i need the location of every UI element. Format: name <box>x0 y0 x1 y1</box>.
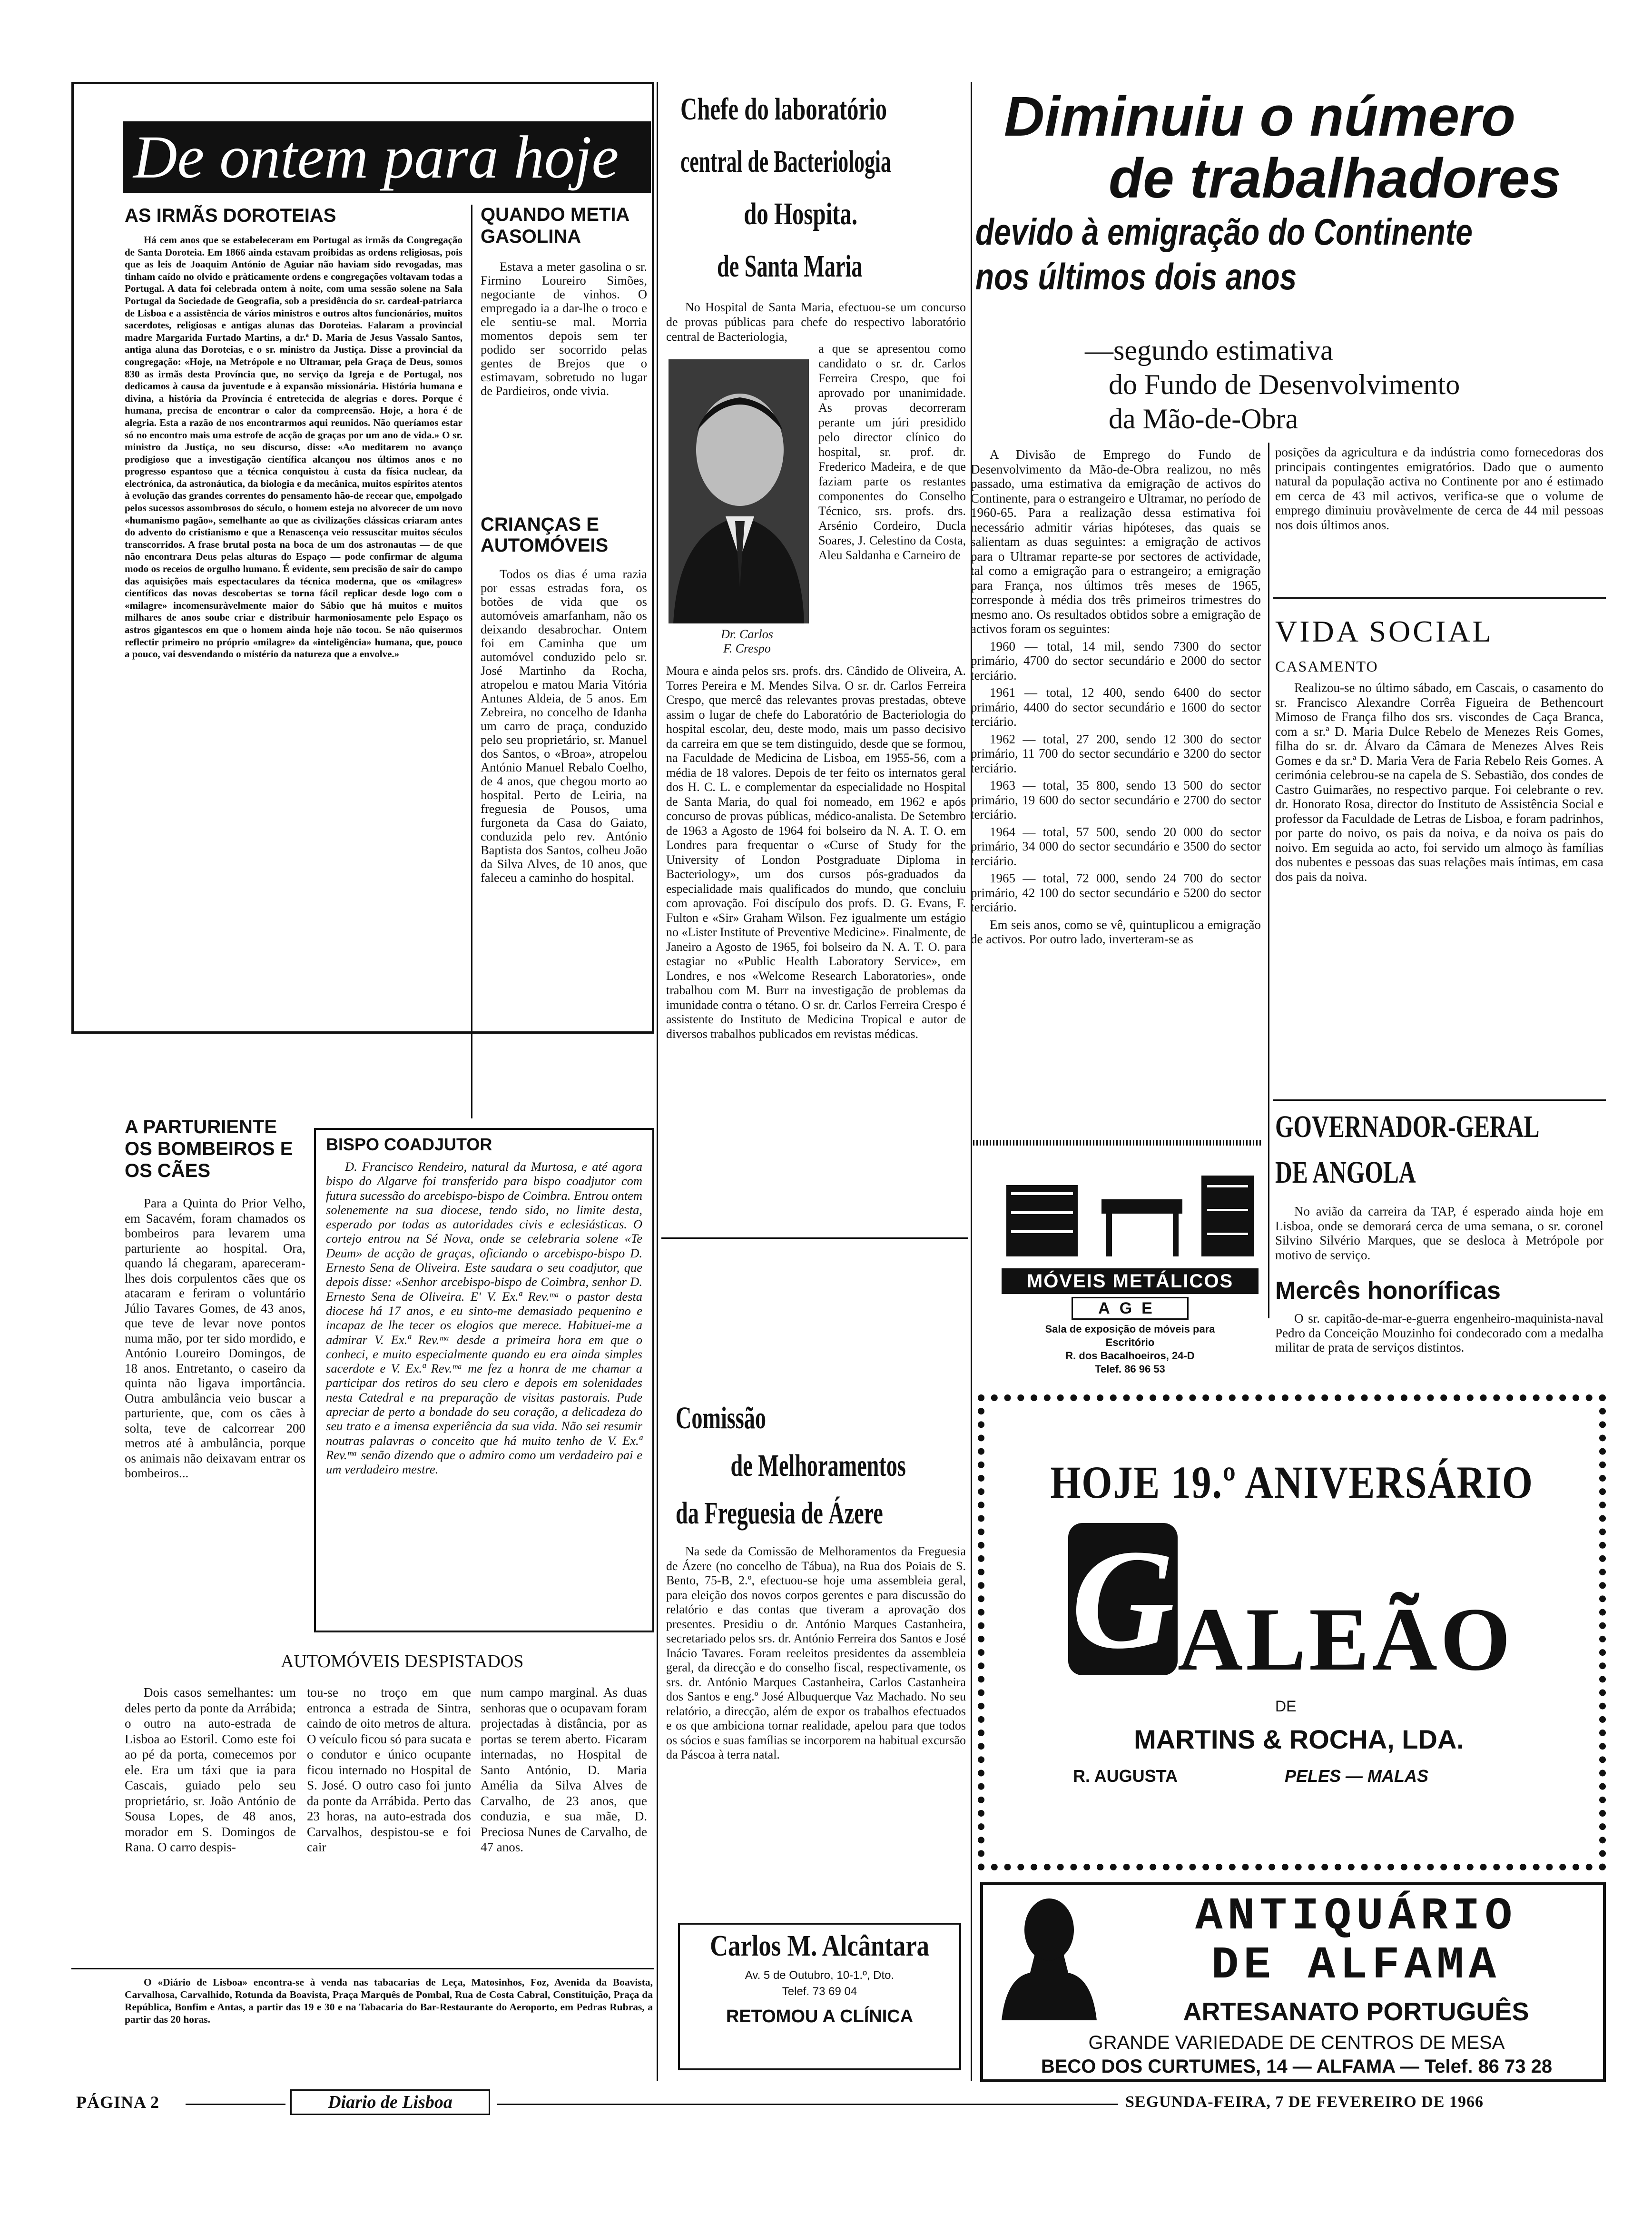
irmas-article <box>125 204 462 661</box>
galeao-company: MARTINS & ROCHA, LDA. <box>1134 1724 1464 1754</box>
issue-date: SEGUNDA-FEIRA, 7 DE FEVEREIRO DE 1966 <box>1125 2093 1484 2111</box>
comissao-body: Na sede da Comissão de Melhoramentos da Freguesia de Ázere (no concelho de Tábua), na Rua dos Poiais de S. Bento, 75-B, 2.º, efectuou-se hoje uma assembleia geral, para eleição dos novos corpos gerentes e para discussão do relatório e das contas que tiveram a aprovação dos presentes. Presidiu o dr. António Marques Castanheira, secretariado pelos srs. dr. António Ferreira dos Santos e José Inácio Tavares. Foram reeleitos presidentes da assembleia geral, da direcção e do conselho fiscal, respectivamente, os srs. dr. António Marques Castanheira, Carlos Castanheira dos Santos e eng.º José Albuquerque Vaz Machado. No seu relatório, a direcção, além de expor os trabalhos efectuados e os que ambiciona tornar realidade, apelou para que todos os sócios e suas famílias se incorporem na habitual excursão da Páscoa à terra natal. <box>666 1544 966 1761</box>
byline-line-1: —segundo estimativa <box>1085 335 1333 366</box>
year-1965: 1965 — total, 72 000, sendo 24 700 do sector primário, 42 100 do sector secundário e 5200 do sector terciário. <box>971 871 1261 914</box>
year-1961: 1961 — total, 12 400, sendo 6400 do sector primário, 4400 do sector secundário e 1600 do sector terciário. <box>971 685 1261 729</box>
moveis-line-1: Sala de exposição de móveis para Escritório <box>1045 1323 1215 1348</box>
comissao-title-line-2: de Melhoramentos <box>730 1448 906 1483</box>
chefe-intro: No Hospital de Santa Maria, efectuou-se um concurso de provas públicas para chefe do respectivo laboratório central de Bacteriologia, <box>666 300 966 344</box>
antiquario-figure <box>997 1892 1101 2020</box>
left-col-rule <box>471 205 472 1118</box>
venda-note: O «Diário de Lisboa» encontra-se à venda nas tabacarias de Leça, Matosinhos, Foz, Avenida da Boavista, Carvalhosa, Carvalhido, Rotunda da Boavista, Praça Marquês de Pombal, Rua de Costa Cabral, Constituição, Praça da República, Bonfim e Antas, a partir das 19 e 30 e na Tabacaria do Bar-Restaurante do Aeroporto, em Pedras Rubras, a partir das 20 horas. <box>125 1977 653 2025</box>
galeao-initial-ornament <box>1068 1520 1178 1678</box>
chefe-title-line-2: central de Bacteriologia <box>680 144 891 179</box>
comissao-headline <box>676 1394 971 1537</box>
galeao-initial: G <box>1071 1520 1175 1678</box>
bispo-article <box>326 1134 642 1477</box>
antiquario-line-3: ARTESANATO PORTUGUÊS <box>1183 1997 1529 2026</box>
year-1960: 1960 — total, 14 mil, sendo 7300 do sector primário, 4700 do sector secundário e 2000 do sector terciário. <box>971 639 1261 682</box>
moveis-line-2: R. dos Bacalhoeiros, 24-D <box>1065 1350 1195 1362</box>
alcantara-address: Av. 5 de Outubro, 10-1.º, Dto. <box>745 1969 895 1982</box>
year-1962: 1962 — total, 27 200, sendo 12 300 do sector primário, 11 700 do sector secundário e 3200 do sector terciário. <box>971 731 1261 775</box>
chefe-rest-text: Moura e ainda pelos srs. profs. drs. Cândido de Oliveira, A. Torres Pereira e M. Mendes Silva. O sr. dr. Carlos Ferreira Crespo, que mercê das relevantes provas prestadas, obteve assim o lugar de chefe do Laboratório de Bacteriologia do hospital escolar, deu, deste modo, mais um passo decisivo da carreira em que se tem distinguido, desde que se formou, na Faculdade de Medicina de Lisboa, em 1955-56, com a média de 18 valores. Depois de ter feito os internatos geral dos H. C. L. e complementar da especialidade no Hospital de Santa Maria, do qual foi nomeado, em 1962 e após concurso de provas públicas, médico-analista. De Setembro de 1963 a Agosto de 1964 foi bolseiro da N. A. T. O. em Londres para frequentar o «Curse of Study for the University of London Postgraduate Diploma in Bacteriology», um dos cursos pós-graduados da especialidade mais qualificados do mundo, que concluiu com aprovação. Foi discípulo dos profs. D. G. Evans, F. Fulton e «Sir» Graham Wilson. Fez igualmente um estágio no «Lister Institute of Preventive Medicine». Finalmente, de Janeiro a Agosto de 1965, foi bolseiro da N. A. T. O. para estagiar no «Public Health Laboratory Service», em Londres, e nos «Welcome Research Laboratories», onde trabalhou com M. Burr na investigação de problemas da imunidade contra o tétano. O sr. dr. Carlos Ferreira Crespo é assistente do Instituto de Medicina Tropical e autor de diversos trabalhos publicados em revistas médicas. <box>666 664 966 1041</box>
criancas-title: CRIANÇAS E AUTOMÓVEIS <box>481 514 609 556</box>
despistados-col1: Dois casos semelhantes: um deles perto da ponte da Arrábida; o outro na auto-estrada de Lisboa ao Estoril. Como este foi ao pé da porta, comecemos por ele. Era um táxi que ia para Cascais, guiado pelo seu proprietário, sr. João António de Sousa Lopes, de 48 anos, morador em S. Domingos de Rana. O carro despis- <box>125 1685 296 1854</box>
emigration-col2: posições da agricultura e da indústria como fornecedoras dos principais contingentes emigratórios. Dado que o aumento natural da população activa no Continente por ano é estimado em cerca de 43 mil activos, verifica-se que o volume de emprego diminuiu provàvelmente de cerca de 44 mil pessoas nos dois últimos anos. <box>1275 445 1603 532</box>
despistados-col3: num campo marginal. As duas senhoras que o ocupavam foram projectadas à distância, por as portas se terem aberto. Ficaram internadas, no Hospital de Santo António, D. Maria Amélia da Silva Alves de Carvalho, de 23 anos, que conduzia, e sua mãe, D. Preciosa Nunes de Carvalho, de 47 anos. <box>481 1685 647 1854</box>
alcantara-phone: Telef. 73 69 04 <box>782 1985 857 1998</box>
antiquario-line-2: DE ALFAMA <box>1211 1939 1501 1991</box>
headline-line-2: de trabalhadores <box>1109 147 1561 210</box>
vida-social-title: VIDA SOCIAL <box>1275 614 1494 648</box>
governador-body: No avião da carreira da TAP, é esperado ainda hoje em Lisboa, onde se demorará cerca de uma semana, o sr. coronel Silvino Silvério Marques, que se desloca à Metrópole por motivo de serviço. <box>1275 1204 1603 1262</box>
gasolina-body: Estava a meter gasolina o sr. Firmino Loureiro Simões, negociante de vinhos. O empregado ia a dar-lhe o troco e ele sentiu-se mal. Morria momentos depois sem ter podido ser socorrido pelas gentes de Brejos que o estimavam, sobretudo no lugar de Pardieiros, onde vivia. <box>481 259 647 398</box>
moveis-phone: Telef. 86 96 53 <box>1095 1363 1165 1375</box>
bispo-body: D. Francisco Rendeiro, natural da Murtosa, e até agora bispo do Algarve foi transferido para bispo coadjutor com futura sucessão do arcebispo-bispo de Coimbra. Entrou ontem solenemente na sua diocese, tendo sido, no limite desta, esperado por todas as autoridades civis e eclesiásticas. O cortejo entrou na Sé Nova, onde se celebraria solene «Te Deum» de acção de graças, oficiando o arcebispo-bispo D. Ernesto Sena de Oliveira. Este saudara o seu coadjutor, que depois disse: «Senhor arcebispo-bispo de Coimbra, senhor D. Ernesto Sena de Oliveira. Eʹ V. Ex.ª Rev.ᵐᵃ o pastor desta diocese há 17 anos, e eu sinto-me demasiado pequenino e incapaz de lhe tecer os elogios que merece. Habituei-me a admirar V. Ex.ª Rev.ᵐᵃ desde a primeira hora em que o conheci, e muito especialmente quando eu era ainda simples sacerdote e V. Ex.ª Rev.ᵐᵃ me fez a honra de me chamar a participar dos retiros do seu clero e depois em solenidades nesta Catedral e na preparação de visitas pastorais. Pude apreciar de perto a bondade do seu coração, a delicadeza do seu trato e a imensa experiência da sua vida. Não sei resumir noutras palavras o conceito que há muito tenho de V. Ex.ª Rev.ᵐᵃ senão dizendo que o admiro como um verdadeiro pai e um verdadeiro mestre. <box>326 1159 642 1477</box>
galeao-de: DE <box>1275 1698 1297 1715</box>
gasolina-article <box>481 204 647 398</box>
casamento-body: Realizou-se no último sábado, em Cascais, o casamento do sr. Francisco Alexandre Corrêa Figueira de Bethencourt Mimoso de França filho dos srs. viscondes de Caça Branca, com a sr.ª D. Maria Dulce Rebelo de Menezes Reis Gomes, filha do sr. dr. Álvaro da Câmara de Menezes Alves Reis Gomes e da sr.ª D. Maria Vera de Faria Rebelo Reis Gomes. A cerimónia celebrou-se na capela de S. Sebastião, dos condes de Castro Guimarães, no respectivo parque. Foi celebrante o rev. dr. Honorato Rosa, director do Instituto de Assistência Social e professor da Faculdade de Letras de Lisboa, e foram padrinhos, por parte do noivo, os pais da noiva, e da noiva os pais do noivo. Em seguida ao acto, foi servido um almoço às famílias dos nubentes e pessoas das suas relações mais íntimas, em casa dos pais da noiva. <box>1275 681 1603 884</box>
despistados-col2: tou-se no troço em que entronca a estrada de Sintra, caindo de oito metros de altura. O veículo ficou só para sucata e o condutor e único ocupante ficou internado no Hospital de S. José. O outro caso foi junto da ponte da Arrábida. Perto das 23 horas, na auto-estrada dos Carvalhos, despistou-se e foi cair <box>307 1685 471 1854</box>
emigration-intro: A Divisão de Emprego do Fundo de Desenvolvimento da Mão-de-Obra realizou, no mês passado, uma estimativa da emigração de activos do Continente, para o estrangeiro e Ultramar, no período de 1960-65. Para a realização dessa estimativa foi necessário admitir várias hipóteses, das quais se salientam as duas seguintes: a emigração de activos para o Ultramar reparte-se por sectores de actividade, tal como a emigração para o estrangeiro; a emigração para França, nos últimos três meses de 1965, corresponde à média dos três primeiros trimestres do mesmo ano. Os resultados obtidos sobre a emigração de activos foram os seguintes: <box>971 447 1261 636</box>
merces-title: Mercês honoríficas <box>1275 1277 1501 1305</box>
comissao-title-line-3: da Freguesia de Ázere <box>676 1496 883 1531</box>
galeao-name: ALEÃO <box>1178 1590 1514 1690</box>
crespo-photo <box>669 359 809 623</box>
parturiente-title: A PARTURIENTE OS BOMBEIROS E OS CÃES <box>125 1117 293 1181</box>
parturiente-body: Para a Quinta do Prior Velho, em Sacavém, foram chamados os bombeiros para levarem uma parturiente ao hospital. Ora, quando lá chegaram, apareceram-lhes dois corpulentos cães que os atacaram e feriram o voluntário Júlio Tavares Gomes, de 43 anos, que teve de levar nove pontos numa mão, por ter sido mordido, e António Loureiro Domingos, de 18 anos. Entretanto, o caseiro da quinta não ligava importância. Outra ambulância veio buscar a parturiente, que, com os cães à solta, teve de calcorrear 200 metros até à ambulância, porque os animais não deixavam entrar os bombeiros... <box>125 1196 305 1480</box>
governador-top-rule <box>1273 1099 1606 1101</box>
chefe-title-line-3: do Hospita. <box>744 197 858 231</box>
section-banner-text: De ontem para hoje <box>133 123 619 191</box>
vida-top-rule <box>1273 597 1606 599</box>
right-col-rule <box>1268 443 1269 1318</box>
chefe-title-line-4: de Santa Maria <box>717 249 863 284</box>
chefe-title-line-1: Chefe do laboratório <box>680 92 887 127</box>
moveis-title: MÓVEIS METÁLICOS <box>1002 1268 1259 1294</box>
irmas-title: AS IRMÃS DOROTEIAS <box>125 205 336 226</box>
footer-rule-left <box>186 2104 285 2105</box>
emigration-headline <box>975 86 1608 299</box>
chefe-wrap-text: a que se apresentou como candidato o sr. dr. Carlos Ferreira Crespo, que foi aprovado por unanimidade. As provas decorreram perante um júri presidido pelo director clínico do hospital, sr. prof. dr. Frederico Madeira, e de que faziam parte os restantes componentes do Conselho Técnico, srs. profs. drs. Arsénio Cordeiro, Ducla Soares, J. Celestino da Costa, Aleu Saldanha e Carneiro de <box>818 342 966 562</box>
photo-caption-line-1: Dr. Carlos <box>721 627 773 641</box>
alcantara-notice: RETOMOU A CLÍNICA <box>726 2007 914 2026</box>
section-banner <box>123 121 651 193</box>
photo-caption <box>695 627 799 656</box>
chefe-headline <box>680 83 966 293</box>
merces-body: O sr. capitão-de-mar-e-guerra engenheiro-maquinista-naval Pedro da Conceição Mouzinho foi condecorado com a medalha militar de prata de serviços distintos. <box>1275 1311 1603 1354</box>
bust-silhouette-icon <box>997 1892 1101 2020</box>
emigration-col1 <box>971 447 1261 947</box>
moveis-brand: AGE <box>1072 1297 1189 1320</box>
despistados-title: AUTOMÓVEIS DESPISTADOS <box>281 1651 524 1671</box>
governador-title-line-1: GOVERNADOR-GERAL <box>1275 1109 1540 1144</box>
dotted-separator <box>973 1140 1263 1146</box>
irmas-body: Há cem anos que se estabeleceram em Portugal as irmãs da Congregação de Santa Doroteia. Em 1866 ainda estavam proibidas as ordens religiosas, pois que as leis de Joaquim António de Aguiar não haviam sido revogadas, mas tinham caído no olvido e pràticamente ordens e congregações voltavam todas a Portugal. A data foi celebrada ontem à noite, com uma sessão solene na Sala Portugal da Sociedade de Geografia, sob a presidência do sr. cardeal-patriarca de Lisboa e a assistência de vários ministros e outros altos funcionários, muitos sacerdotes, religiosas e antigas alunas das Doroteias. Falaram a provincial madre Margarida Furtado Martins, a dr.ª D. Maria de Jesus Vassalo Santos, antiga aluna das Doroteias, e o sr. ministro da Justiça. Disse a provincial da congregação: «Hoje, na Metrópole e no Ultramar, pela Graça de Deus, somos 830 as irmãs desta Província que, no serviço da Igreja e de Portugal, nos dedicamos à causa da juventude e à expansão missionária. História humana e divina, a história da Província é entretecida de alegrias e dores. Porque é humana, precisa de encontrar o calor da compreensão. Hoje, a hora é de alegria. Esta a razão de nos encontrarmos aqui reunidos. Não queríamos estar só no encontro mais uma estrofe de acção de graças por um ano de vida.» O sr. ministro da Justiça, no seu discurso, disse: «Ao meditarem no avanço prodigioso que a investigação científica alcançou nos últimos anos e no progresso espantoso que a técnica conquistou à custa da física nuclear, da electrónica, da astronáutica, da biologia e da mecânica, muitos espíritos atentos à evolução das grandes correntes do pensamento hão-de recear que, empolgado pelos sucessos assombrosos do século, o homem esteja no alvorecer de um novo «humanismo pagão», semelhante ao que as civilizações clássicas criaram antes do advento do cristianismo e que a Renascença veio ressuscitar muitos séculos transcorridos. A frase brutal posta na boca de um dos astronautas — de que não encontrara Deus pelas alturas do Espaço — pode confirmar de alguma modo os receios de orgulho humano. É evidente, sem precisão de sair do campo das aquisições mais espectaculares da técnica moderna, que os «milagres» científicos das novas descobertas se torna fácil replicar desde logo com o «milagre» incomensuràvelmente maior do Sábio que há muitos e muitos milhares de anos soube criar e distribuir harmoniosamente pelo Espaço os astros gigantescos em que o homem ainda hoje não tocou. Se não quisermos reflectir primeiro no próprio «milagre» da «inteligência» humana, que, pouco a pouco, vai desvendando o mistério da natureza que a envolve.» <box>125 234 462 660</box>
year-1963: 1963 — total, 35 800, sendo 13 500 do sector primário, 19 600 do sector secundário e 2700 do sector terciário. <box>971 778 1261 821</box>
subhead-line-1: devido à emigração do Continente <box>975 211 1473 253</box>
office-furniture-icon <box>1002 1166 1259 1266</box>
moveis-ad <box>1002 1166 1259 1375</box>
alcantara-name: Carlos M. Alcântara <box>709 1930 930 1962</box>
footer-rule-right <box>497 2104 1118 2105</box>
masthead-box <box>290 2089 490 2115</box>
middle-right-rule <box>971 82 972 2081</box>
middle-divider <box>661 1237 968 1239</box>
subhead-line-2: nos últimos dois anos <box>975 256 1297 297</box>
antiquario-line-1: ANTIQUÁRIO <box>1195 1890 1517 1942</box>
galeao-headline: HOJE 19.º ANIVERSÁRIO <box>1050 1457 1534 1508</box>
alcantara-ad <box>678 1923 961 2070</box>
criancas-article <box>481 514 647 885</box>
parturiente-article <box>125 1116 305 1481</box>
criancas-body: Todos os dias é uma razia por essas estradas fora, os botões de vida que os automóveis amarfanham, não os deixando desabrochar. Ontem foi em Caminha que um automóvel conduzido pelo sr. José Martinho da Rocha, atropelou e matou Maria Vitória Antunes Aldeia, de 5 anos. Em Zebreira, no concelho de Idanha um carro de praça, conduzido pelo seu proprietário, sr. Manuel dos Santos, o «Broa», atropelou António Manuel Rebalo Coelho, de 4 anos, que chegou morto ao hospital. Perto de Leiria, na freguesia de Pousos, uma furgoneta da Casa do Gaiato, conduzida pelo rev. António Baptista dos Santos, colheu João da Silva Alves, de 10 anos, que faleceu a caminho do hospital. <box>481 567 647 885</box>
byline-line-3: da Mão-de-Obra <box>1109 403 1298 435</box>
middle-left-rule <box>657 82 658 2081</box>
page-number: PÁGINA 2 <box>76 2093 160 2112</box>
galeao-street: R. AUGUSTA <box>1073 1766 1178 1786</box>
comissao-title-line-1: Comissão <box>676 1401 766 1435</box>
emigration-byline <box>1085 333 1608 436</box>
emigration-end: Em seis anos, como se vê, quintuplicou a emigração de activos. Por outro lado, inverteram-se as <box>971 917 1261 946</box>
headline-line-1: Diminuiu o número <box>1004 85 1516 148</box>
casamento-label: CASAMENTO <box>1275 658 1378 675</box>
crespo-portrait-icon <box>669 359 809 623</box>
bispo-title: BISPO COADJUTOR <box>326 1135 492 1154</box>
photo-caption-line-2: F. Crespo <box>723 642 771 655</box>
governador-title <box>1275 1104 1603 1196</box>
gasolina-title: QUANDO METIA GASOLINA <box>481 204 629 247</box>
year-1964: 1964 — total, 57 500, sendo 20 000 do sector primário, 34 000 do sector secundário e 3500 do sector terciário. <box>971 824 1261 868</box>
antiquario-line-4: GRANDE VARIEDADE DE CENTROS DE MESA <box>1088 2032 1505 2053</box>
byline-line-2: do Fundo de Desenvolvimento <box>1109 369 1460 400</box>
left-bottom-rule <box>71 1968 654 1969</box>
galeao-goods: PELES — MALAS <box>1285 1766 1429 1786</box>
governador-title-line-2: DE ANGOLA <box>1275 1155 1416 1190</box>
antiquario-line-5: BECO DOS CURTUMES, 14 — ALFAMA — Telef. 86 73 28 <box>1041 2056 1553 2077</box>
masthead: Diario de Lisboa <box>328 2092 452 2112</box>
